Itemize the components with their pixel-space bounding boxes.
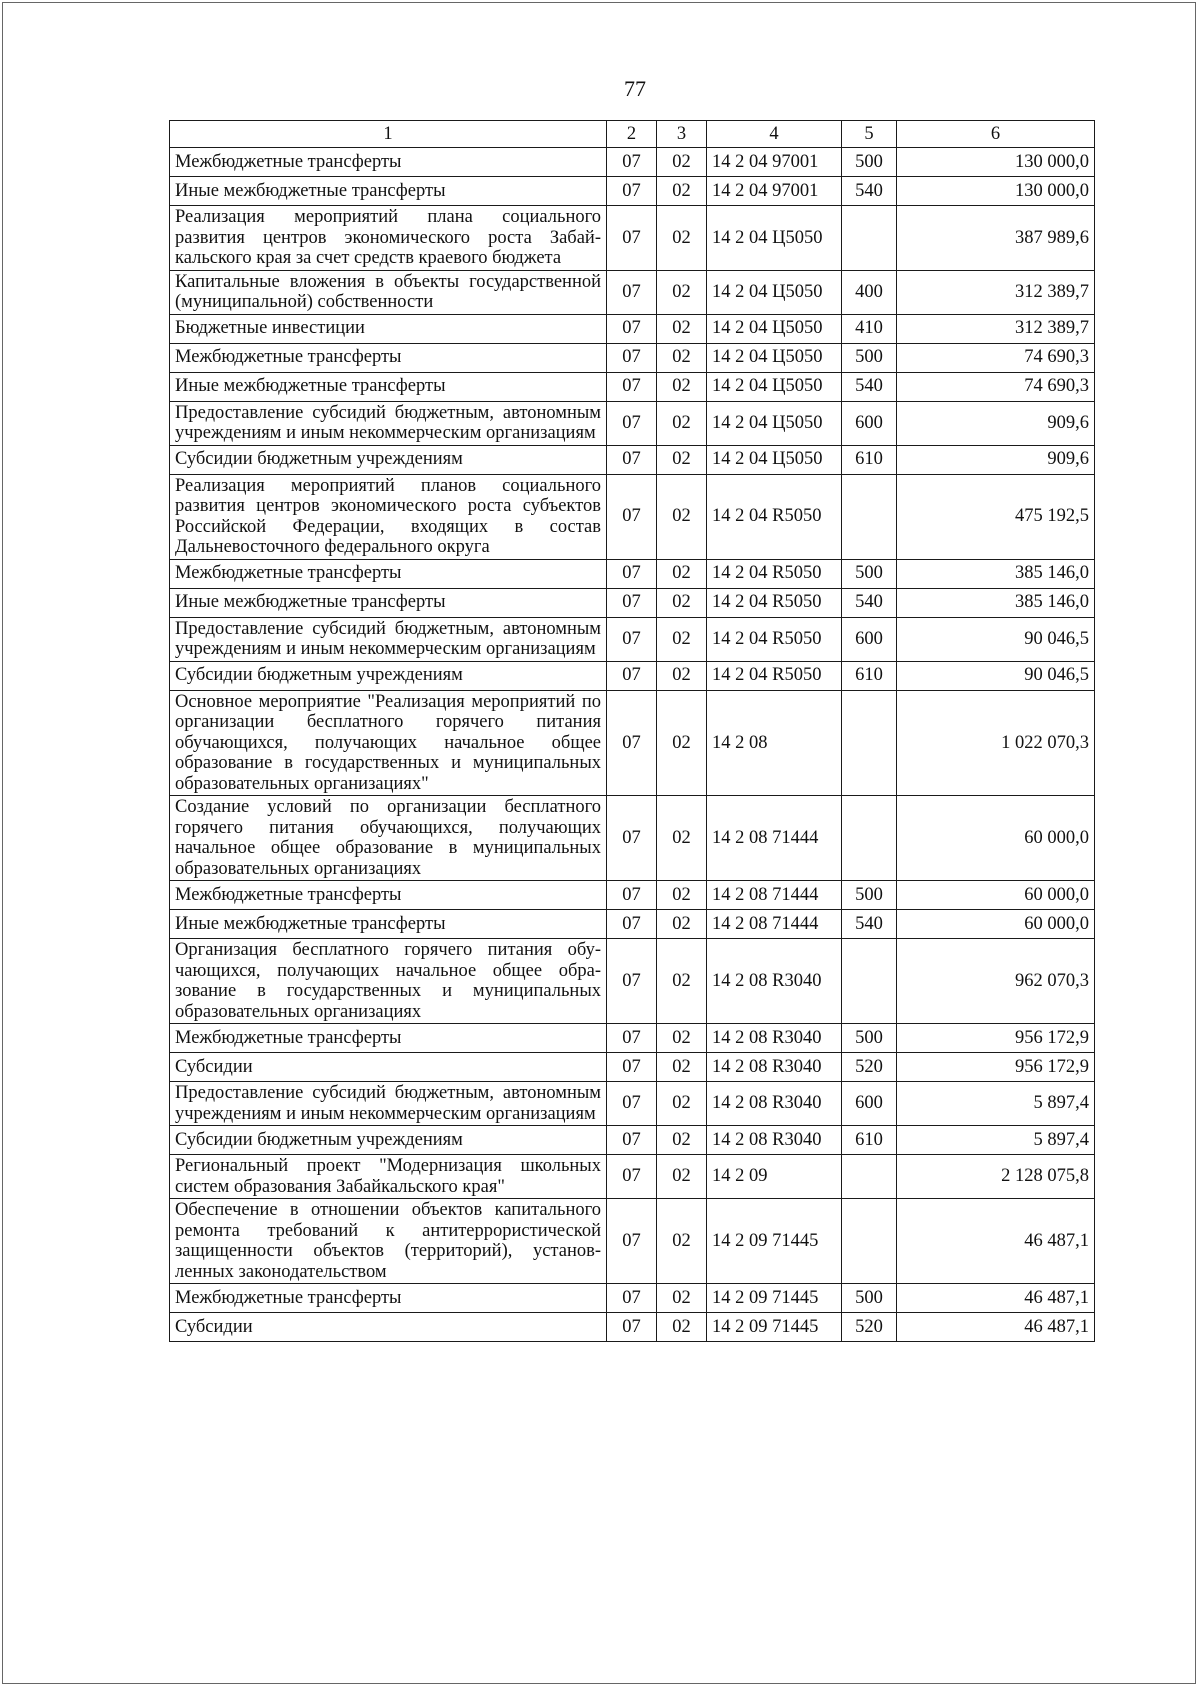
row-amount-cell: 5 897,4 (897, 1082, 1095, 1126)
row-amount-cell: 74 690,3 (897, 372, 1095, 401)
row-amount-cell: 46 487,1 (897, 1284, 1095, 1313)
row-expense-type-cell: 540 (842, 588, 897, 617)
row-section-cell: 07 (607, 796, 657, 881)
row-target-code-cell: 14 2 09 71445 (707, 1284, 842, 1313)
row-section-cell: 07 (607, 1284, 657, 1313)
row-name-cell: Обеспечение в отношении объектов капитального ремонта требований к антитеррористической защищенности объектов (территорий), установленных законодательством (170, 1199, 607, 1284)
row-name-cell: Иные межбюджетные трансферты (170, 372, 607, 401)
row-name-cell: Межбюджетные трансферты (170, 343, 607, 372)
table-row (170, 559, 1095, 588)
row-section-cell: 07 (607, 372, 657, 401)
table-row (170, 474, 1095, 559)
table-row (170, 1313, 1095, 1342)
row-expense-type-cell: 600 (842, 401, 897, 445)
row-target-code-cell: 14 2 08 71444 (707, 881, 842, 910)
row-amount-cell: 312 389,7 (897, 314, 1095, 343)
row-amount-cell: 475 192,5 (897, 474, 1095, 559)
row-subsection-cell: 02 (657, 1053, 707, 1082)
row-target-code-cell: 14 2 04 97001 (707, 177, 842, 206)
table-row (170, 148, 1095, 177)
row-target-code-cell: 14 2 08 R3040 (707, 1053, 842, 1082)
table-row (170, 690, 1095, 796)
row-target-code-cell: 14 2 04 R5050 (707, 588, 842, 617)
row-target-code-cell: 14 2 04 97001 (707, 148, 842, 177)
row-section-cell: 07 (607, 1126, 657, 1155)
table-row (170, 372, 1095, 401)
row-expense-type-cell: 500 (842, 559, 897, 588)
row-name-cell: Субсидии (170, 1053, 607, 1082)
table-row (170, 910, 1095, 939)
row-subsection-cell: 02 (657, 588, 707, 617)
row-amount-cell: 130 000,0 (897, 177, 1095, 206)
table-row (170, 939, 1095, 1024)
column-header-3: 3 (657, 121, 707, 148)
table-row (170, 617, 1095, 661)
row-section-cell: 07 (607, 148, 657, 177)
row-subsection-cell: 02 (657, 559, 707, 588)
row-name-cell: Иные межбюджетные трансферты (170, 177, 607, 206)
row-subsection-cell: 02 (657, 1155, 707, 1199)
table-header-row (170, 121, 1095, 148)
row-subsection-cell: 02 (657, 690, 707, 796)
row-target-code-cell: 14 2 04 Ц5050 (707, 314, 842, 343)
row-subsection-cell: 02 (657, 474, 707, 559)
row-expense-type-cell: 400 (842, 270, 897, 314)
row-section-cell: 07 (607, 1024, 657, 1053)
table-row (170, 206, 1095, 271)
table-row (170, 401, 1095, 445)
row-expense-type-cell (842, 939, 897, 1024)
row-section-cell: 07 (607, 910, 657, 939)
row-name-cell: Субсидии бюджетным учреждениям (170, 661, 607, 690)
row-subsection-cell: 02 (657, 796, 707, 881)
row-name-cell: Межбюджетные трансферты (170, 148, 607, 177)
table-row (170, 177, 1095, 206)
row-section-cell: 07 (607, 617, 657, 661)
row-section-cell: 07 (607, 206, 657, 271)
row-section-cell: 07 (607, 939, 657, 1024)
row-amount-cell: 90 046,5 (897, 661, 1095, 690)
table-row (170, 588, 1095, 617)
row-expense-type-cell (842, 796, 897, 881)
row-target-code-cell: 14 2 04 Ц5050 (707, 372, 842, 401)
row-section-cell: 07 (607, 474, 657, 559)
row-target-code-cell: 14 2 04 R5050 (707, 661, 842, 690)
table-row (170, 1024, 1095, 1053)
row-section-cell: 07 (607, 1155, 657, 1199)
row-section-cell: 07 (607, 559, 657, 588)
row-name-cell: Межбюджетные трансферты (170, 559, 607, 588)
row-target-code-cell: 14 2 04 Ц5050 (707, 401, 842, 445)
row-subsection-cell: 02 (657, 661, 707, 690)
row-name-cell: Субсидии (170, 1313, 607, 1342)
table-row (170, 343, 1095, 372)
row-section-cell: 07 (607, 1313, 657, 1342)
row-expense-type-cell (842, 474, 897, 559)
row-name-cell: Иные межбюджетные трансферты (170, 588, 607, 617)
row-section-cell: 07 (607, 177, 657, 206)
table-row (170, 796, 1095, 881)
row-amount-cell: 5 897,4 (897, 1126, 1095, 1155)
row-name-cell: Субсидии бюджетным учреждениям (170, 445, 607, 474)
row-name-cell: Межбюджетные трансферты (170, 1284, 607, 1313)
row-subsection-cell: 02 (657, 206, 707, 271)
row-expense-type-cell: 540 (842, 177, 897, 206)
row-amount-cell: 1 022 070,3 (897, 690, 1095, 796)
row-expense-type-cell (842, 1199, 897, 1284)
table-row (170, 1082, 1095, 1126)
column-header-5: 5 (842, 121, 897, 148)
table-row (170, 661, 1095, 690)
row-amount-cell: 60 000,0 (897, 796, 1095, 881)
row-name-cell: Реализация мероприятий плана социального развития центров экономического роста Забайкальского края за счет средств краевого бюджета (170, 206, 607, 271)
row-name-cell: Капитальные вложения в объекты государственной (муниципальной) собственности (170, 270, 607, 314)
row-name-cell: Региональный проект "Модернизация школьных систем образования Забайкальского края" (170, 1155, 607, 1199)
row-expense-type-cell: 540 (842, 372, 897, 401)
row-subsection-cell: 02 (657, 1313, 707, 1342)
row-target-code-cell: 14 2 08 R3040 (707, 1024, 842, 1053)
column-header-2: 2 (607, 121, 657, 148)
row-expense-type-cell (842, 690, 897, 796)
row-name-cell: Предоставление субсидий бюджетным, автономным учреждениям и иным некоммерческим организациям (170, 617, 607, 661)
row-expense-type-cell: 540 (842, 910, 897, 939)
row-target-code-cell: 14 2 09 (707, 1155, 842, 1199)
row-expense-type-cell (842, 1155, 897, 1199)
table-row (170, 445, 1095, 474)
row-expense-type-cell: 410 (842, 314, 897, 343)
row-target-code-cell: 14 2 08 71444 (707, 910, 842, 939)
row-subsection-cell: 02 (657, 148, 707, 177)
table-row (170, 1155, 1095, 1199)
row-target-code-cell: 14 2 04 R5050 (707, 617, 842, 661)
column-header-6: 6 (897, 121, 1095, 148)
row-name-cell: Создание условий по организации бесплатного горячего питания обучающихся, получающих начальное общее образование в муниципальных образовательных организациях (170, 796, 607, 881)
row-amount-cell: 74 690,3 (897, 343, 1095, 372)
row-name-cell: Предоставление субсидий бюджетным, автономным учреждениям и иным некоммерческим организациям (170, 1082, 607, 1126)
table-row (170, 881, 1095, 910)
row-amount-cell: 46 487,1 (897, 1199, 1095, 1284)
row-name-cell: Бюджетные инвестиции (170, 314, 607, 343)
row-subsection-cell: 02 (657, 939, 707, 1024)
row-expense-type-cell: 500 (842, 1284, 897, 1313)
row-subsection-cell: 02 (657, 1082, 707, 1126)
row-name-cell: Реализация мероприятий планов социального развития центров экономического роста субъектов Российской Федерации, входящих в состав Дальневосточного федерального округа (170, 474, 607, 559)
row-amount-cell: 312 389,7 (897, 270, 1095, 314)
column-header-4: 4 (707, 121, 842, 148)
row-expense-type-cell (842, 206, 897, 271)
row-target-code-cell: 14 2 04 Ц5050 (707, 270, 842, 314)
table-row (170, 1284, 1095, 1313)
row-expense-type-cell: 600 (842, 617, 897, 661)
row-section-cell: 07 (607, 270, 657, 314)
row-amount-cell: 60 000,0 (897, 881, 1095, 910)
row-target-code-cell: 14 2 08 71444 (707, 796, 842, 881)
row-expense-type-cell: 520 (842, 1053, 897, 1082)
row-target-code-cell: 14 2 08 (707, 690, 842, 796)
table-row (170, 314, 1095, 343)
row-section-cell: 07 (607, 881, 657, 910)
table-row (170, 1199, 1095, 1284)
row-subsection-cell: 02 (657, 910, 707, 939)
row-section-cell: 07 (607, 588, 657, 617)
row-expense-type-cell: 610 (842, 661, 897, 690)
page-number: 77 (624, 76, 646, 101)
row-subsection-cell: 02 (657, 1284, 707, 1313)
budget-table (169, 120, 1095, 1342)
row-section-cell: 07 (607, 661, 657, 690)
row-name-cell: Межбюджетные трансферты (170, 1024, 607, 1053)
row-amount-cell: 90 046,5 (897, 617, 1095, 661)
row-amount-cell: 909,6 (897, 401, 1095, 445)
row-name-cell: Организация бесплатного горячего питания обучающихся, получающих начальное общее образование в государственных и муниципальных образовательных организациях (170, 939, 607, 1024)
row-section-cell: 07 (607, 314, 657, 343)
row-name-cell: Субсидии бюджетным учреждениям (170, 1126, 607, 1155)
row-section-cell: 07 (607, 401, 657, 445)
row-name-cell: Иные межбюджетные трансферты (170, 910, 607, 939)
row-target-code-cell: 14 2 09 71445 (707, 1313, 842, 1342)
row-subsection-cell: 02 (657, 314, 707, 343)
row-expense-type-cell: 600 (842, 1082, 897, 1126)
row-subsection-cell: 02 (657, 401, 707, 445)
column-header-1: 1 (170, 121, 607, 148)
row-target-code-cell: 14 2 04 R5050 (707, 559, 842, 588)
row-expense-type-cell: 500 (842, 881, 897, 910)
row-target-code-cell: 14 2 04 R5050 (707, 474, 842, 559)
row-amount-cell: 46 487,1 (897, 1313, 1095, 1342)
row-subsection-cell: 02 (657, 372, 707, 401)
row-subsection-cell: 02 (657, 445, 707, 474)
table-row (170, 1126, 1095, 1155)
row-section-cell: 07 (607, 1053, 657, 1082)
row-target-code-cell: 14 2 08 R3040 (707, 939, 842, 1024)
row-target-code-cell: 14 2 08 R3040 (707, 1082, 842, 1126)
row-expense-type-cell: 500 (842, 1024, 897, 1053)
row-section-cell: 07 (607, 343, 657, 372)
row-amount-cell: 956 172,9 (897, 1053, 1095, 1082)
row-section-cell: 07 (607, 690, 657, 796)
row-amount-cell: 385 146,0 (897, 559, 1095, 588)
row-amount-cell: 2 128 075,8 (897, 1155, 1095, 1199)
row-name-cell: Основное мероприятие "Реализация мероприятий по организации бесплатного горячего питания обучающихся, получающих начальное общее образование в государственных и муниципальных образовательных организациях" (170, 690, 607, 796)
row-target-code-cell: 14 2 04 Ц5050 (707, 206, 842, 271)
row-subsection-cell: 02 (657, 177, 707, 206)
row-section-cell: 07 (607, 1082, 657, 1126)
row-amount-cell: 962 070,3 (897, 939, 1095, 1024)
row-subsection-cell: 02 (657, 1024, 707, 1053)
row-amount-cell: 385 146,0 (897, 588, 1095, 617)
row-amount-cell: 956 172,9 (897, 1024, 1095, 1053)
row-expense-type-cell: 500 (842, 148, 897, 177)
table-row (170, 270, 1095, 314)
row-amount-cell: 130 000,0 (897, 148, 1095, 177)
table-row (170, 1053, 1095, 1082)
row-amount-cell: 387 989,6 (897, 206, 1095, 271)
row-name-cell: Предоставление субсидий бюджетным, автономным учреждениям и иным некоммерческим организациям (170, 401, 607, 445)
table-body (170, 148, 1095, 1342)
row-expense-type-cell: 610 (842, 1126, 897, 1155)
row-amount-cell: 60 000,0 (897, 910, 1095, 939)
row-subsection-cell: 02 (657, 1199, 707, 1284)
row-subsection-cell: 02 (657, 343, 707, 372)
row-subsection-cell: 02 (657, 270, 707, 314)
row-target-code-cell: 14 2 04 Ц5050 (707, 343, 842, 372)
row-subsection-cell: 02 (657, 1126, 707, 1155)
row-subsection-cell: 02 (657, 881, 707, 910)
row-expense-type-cell: 500 (842, 343, 897, 372)
row-subsection-cell: 02 (657, 617, 707, 661)
row-expense-type-cell: 520 (842, 1313, 897, 1342)
row-name-cell: Межбюджетные трансферты (170, 881, 607, 910)
row-target-code-cell: 14 2 04 Ц5050 (707, 445, 842, 474)
row-section-cell: 07 (607, 1199, 657, 1284)
row-target-code-cell: 14 2 09 71445 (707, 1199, 842, 1284)
row-section-cell: 07 (607, 445, 657, 474)
row-target-code-cell: 14 2 08 R3040 (707, 1126, 842, 1155)
row-expense-type-cell: 610 (842, 445, 897, 474)
row-amount-cell: 909,6 (897, 445, 1095, 474)
